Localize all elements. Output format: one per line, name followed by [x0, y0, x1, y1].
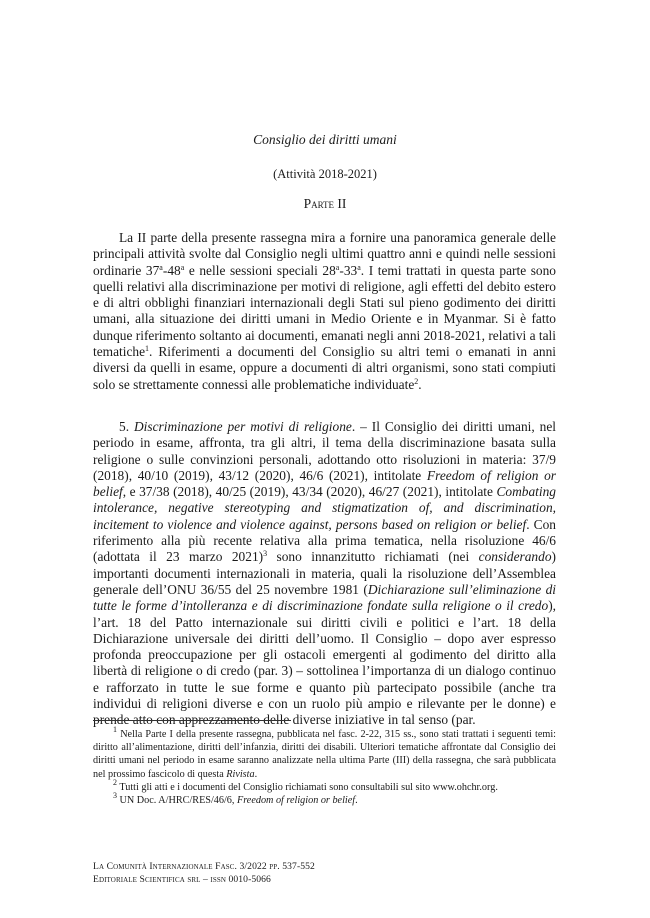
publisher-line: Editoriale Scientifica srl – issn 0010-5066 [93, 874, 271, 885]
journal-citation: La Comunità Internazionale Fasc. 3/2022 pp. 537-552 [93, 861, 315, 872]
section-heading: Discriminazione per motivi di religione [133, 419, 352, 434]
section-number: 5. [119, 419, 134, 434]
article-title: Consiglio dei diritti umani [253, 132, 397, 147]
footnote-separator [93, 720, 291, 721]
intro-paragraph: La II parte della presente rassegna mira a fornire una panoramica generale delle principali attività svolte dal Consiglio negli ultimi quattro anni e quindi nelle sessioni ordinarie 37$^a$-48$^a$ e nelle sessioni speciali 28$^a$-33$^a$. I temi trattati in questa parte sono quelli relativi alla discriminazione per motivi di religione, agli effetti del debito estero e di altri obblighi finanziari internazionali degli Stati sul pieno godimento dei diritti umani, alla situazione dei diritti umani in Medio Oriente e in Myanmar. Si è fatto dunque riferimento soltanto ai documenti, emanati negli anni 2018-2021, relativi a tali tematiche$^1$. Riferimenti a documenti del Consiglio su altri temi o emanati in anni diversi da quelli in esame, oppure a documenti di altri organismi, sono stati compiuti solo se strettamente connessi alle problematiche individuate$^2$. [93, 230, 557, 392]
footnotes [93, 725, 556, 807]
footnote-2: $^2$ Tutti gli atti e i documenti del Consiglio richiamati sono consultabili sul sito www.ohchr.org. [113, 777, 498, 793]
part-heading: Parte II [303, 196, 347, 211]
footnote-ref-2[interactable]: 2 [414, 376, 419, 386]
section-5-paragraph: 5. Discriminazione per motivi di religione. – Il Consiglio dei diritti umani, nel periodo in esame, affronta, tra gli altri, il tema della discriminazione basata sulla religione o sulle convinzioni personali, adottando otto risoluzioni in materia: 37/9 (2018), 40/10 (2019), 43/12 (2020), 46/6 (2021), intitolate Freedom of religion or belief, e 37/38 (2018), 40/25 (2019), 43/34 (2020), 46/27 (2021), intitolate Combating intolerance, negative stereotyping and stigmatization of, and discrimination, incitement to violence and violence against, persons based on religion or belief. Con riferimento alla più recente relativa alla prima tematica, nella risoluzione 46/6 (adottata il 23 marzo 2021)$^3$ sono innanzitutto richiamati (nei considerando) importanti documenti internazionali in materia, quali la risoluzione dell’Assemblea generale dell’ONU 36/55 del 25 novembre 1981 (Dichiarazione sull’eliminazione di tutte le forme d’intolleranza e di discriminazione fondate sulla religione o il credo), l’art. 18 del Patto internazionale sui diritti civili e politici e l’art. 18 della Dichiarazione universale dei diritti dell’uomo. Il Consiglio – dopo aver espresso profonda preoccupazione per gli ostacoli emergenti al godimento del diritto alla libertà di religione o di credo (par. 3) – sottolinea l’importanza di un dialogo continuo e rafforzato in tutte le sue forme e quanto più partecipato possibile (anche tra individui di religioni diverse e con un ruolo più ampio e rilevante per le donne) e prende atto con apprezzamento delle diverse iniziative in tal senso (par. [93, 419, 556, 728]
footnote-ref-3[interactable]: 3 [263, 549, 268, 559]
footnote-ref-1[interactable]: 1 [145, 344, 150, 354]
footnote-1: $^1$ Nella Parte I della presente rassegna, pubblicata nel fasc. 2-22, 315 ss., sono stati trattati i seguenti temi: diritto all’alimentazione, diritti dell’infanzia, diritti dei disabili. Ulteriori tematiche affrontate dal Consiglio dei diritti umani nel periodo in esame saranno analizzate nella ultima Parte (III) della rassegna, che sarà pubblicata nel prossimo fascicolo di questa Rivista. [93, 725, 556, 780]
footnote-3: $^3$ UN Doc. A/HRC/RES/46/6, Freedom of religion or belief. [113, 791, 358, 807]
article-subtitle: (Attività 2018-2021) [273, 167, 377, 181]
journal-footer [93, 860, 556, 886]
